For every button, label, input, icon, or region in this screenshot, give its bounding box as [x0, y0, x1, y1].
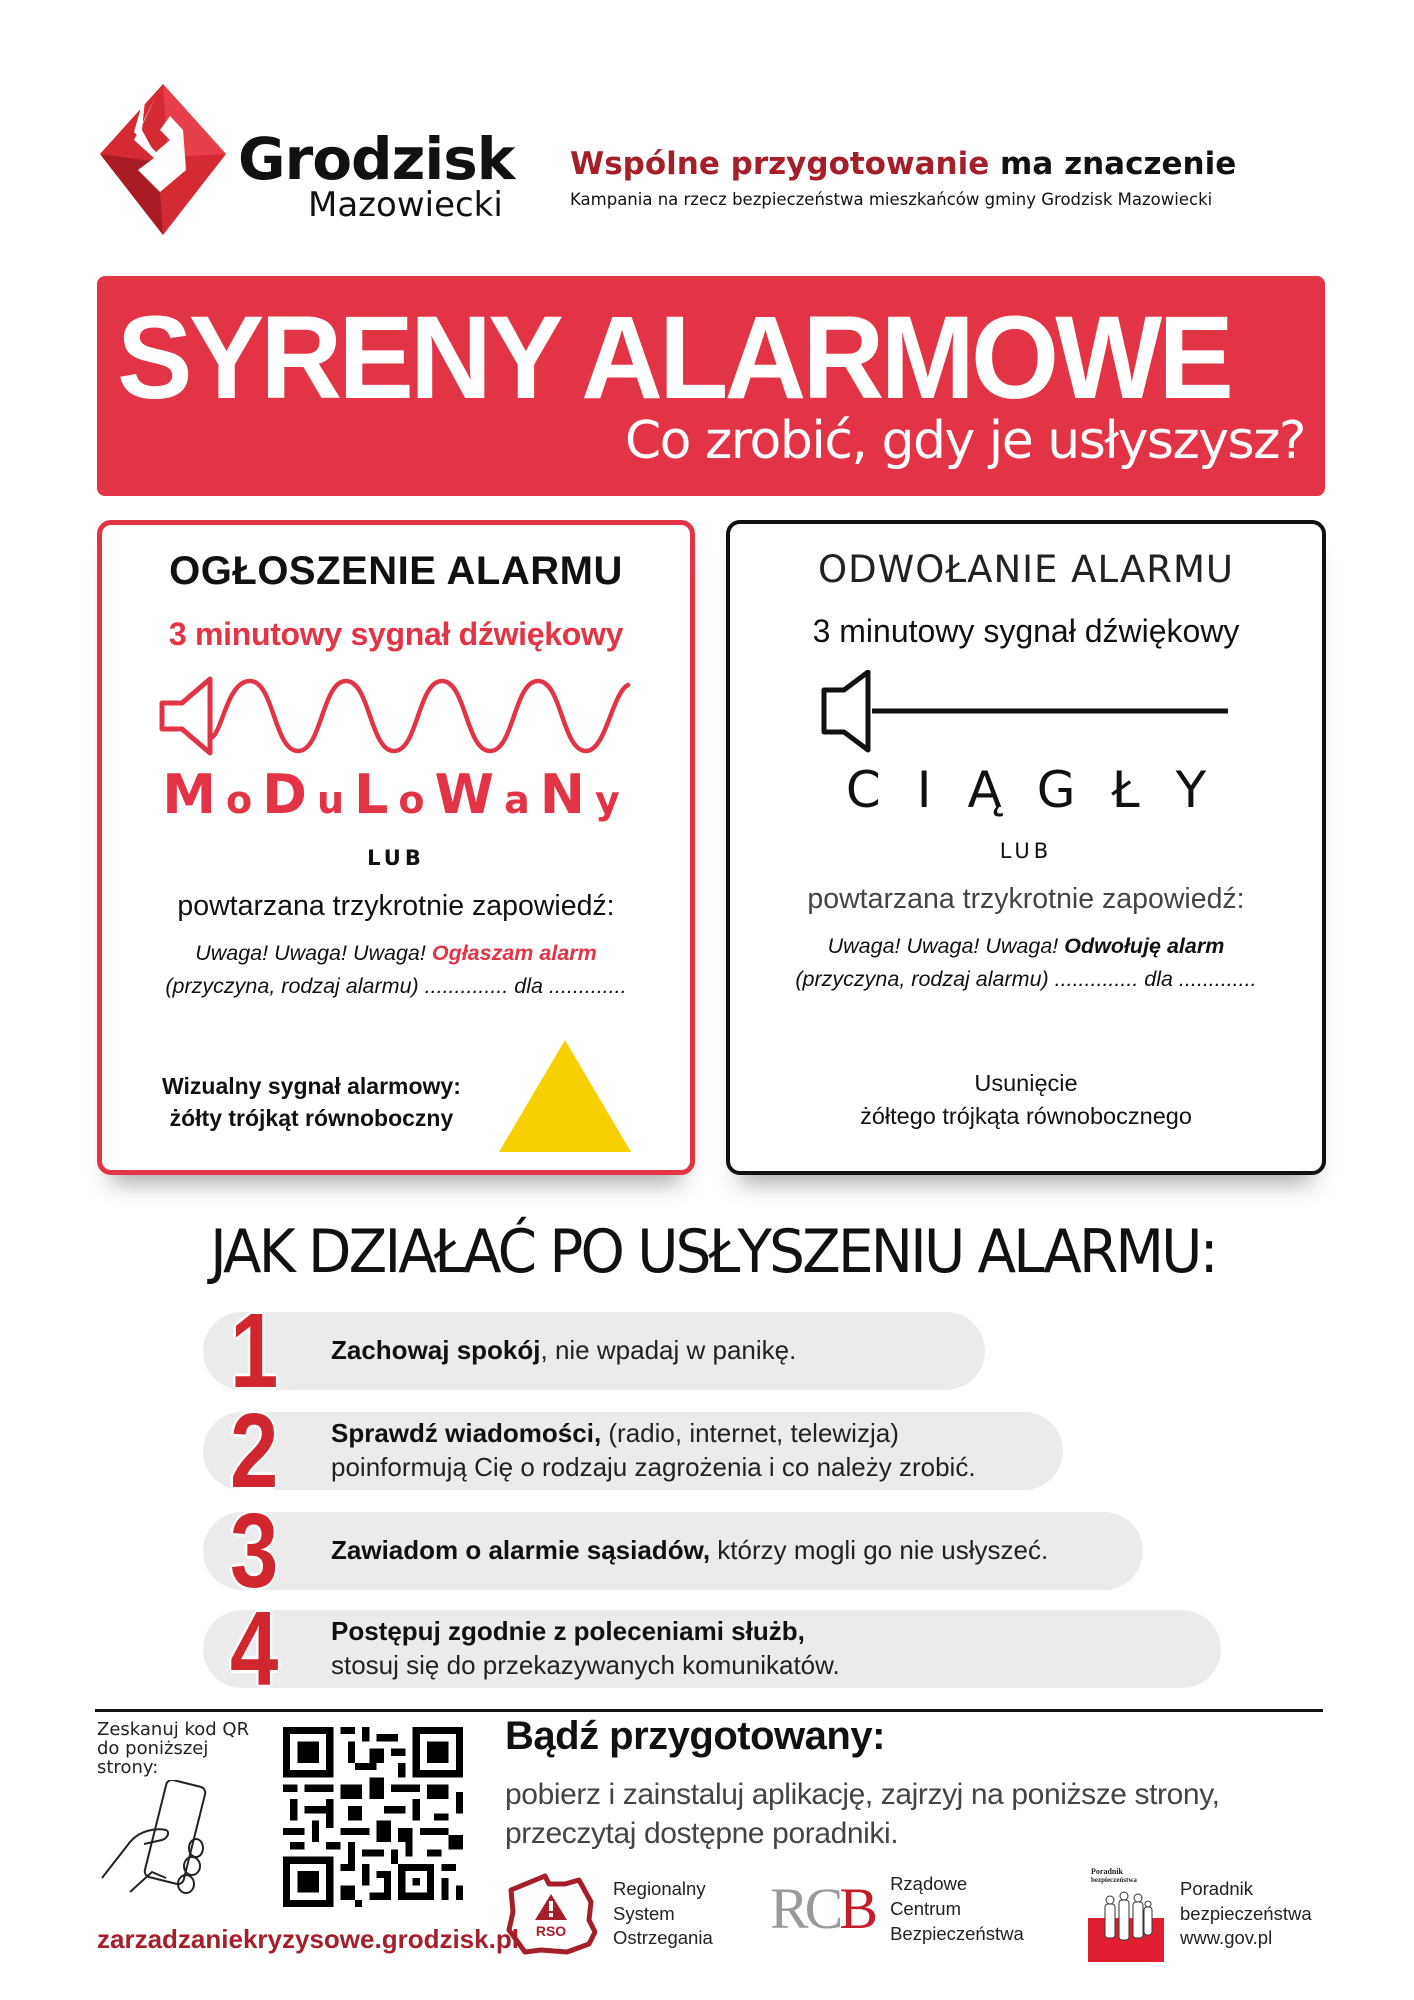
step-number: 3 — [230, 1492, 279, 1610]
kind-letter: W — [434, 763, 505, 826]
partner-line: Centrum — [890, 1897, 962, 1919]
yellow-triangle-icon — [497, 1038, 633, 1154]
guide-cover-subtitle: bezpieczeństwa — [1091, 1876, 1137, 1884]
alarm-announcement-card — [97, 520, 695, 1175]
partner-guide-text — [1180, 1877, 1312, 1952]
announcement-quote — [730, 930, 1322, 997]
partner-guide[interactable] — [1088, 1866, 1312, 1962]
prepare-heading: Bądź przygotowany: — [505, 1714, 885, 1758]
kind-letter: M — [162, 763, 226, 826]
continuous-siren-icon — [818, 670, 1238, 756]
removal-line2: żółtego trójkąta równobocznego — [860, 1102, 1192, 1129]
kind-letter: u — [316, 778, 354, 822]
signal-type-modulated — [102, 763, 690, 826]
step-text-bold: Postępuj zgodnie z poleceniami służb, — [331, 1616, 805, 1646]
campaign-slogan — [570, 146, 1310, 182]
qr-instruction — [97, 1721, 249, 1778]
prepare-description — [505, 1775, 1220, 1853]
hand-phone-icon — [100, 1780, 220, 1900]
rcb-logo — [770, 1876, 875, 1942]
visual-signal-text — [162, 1070, 461, 1134]
campaign-slogan-highlight: Wspólne przygotowanie — [570, 146, 990, 182]
website-link[interactable]: zarzadzaniekryzysowe.grodzisk.pl — [97, 1924, 519, 1954]
step-item — [203, 1392, 1063, 1510]
qr-code[interactable] — [283, 1727, 463, 1907]
grodzisk-logo-icon — [98, 82, 228, 237]
partner-line: bezpieczeństwa — [1180, 1902, 1312, 1924]
quote-prefix: Uwaga! Uwaga! Uwaga! — [827, 933, 1065, 958]
step-item — [203, 1292, 985, 1410]
quote-action: Odwołuję alarm — [1064, 933, 1225, 958]
step-text — [331, 1417, 976, 1485]
steps-heading: JAK DZIAŁAĆ PO USŁYSZENIU ALARMU: — [210, 1217, 1216, 1287]
partner-line: Ostrzegania — [613, 1927, 713, 1949]
page-subtitle: Co zrobić, gdy je usłyszysz? — [624, 411, 1305, 471]
step-text-rest: (radio, internet, telewizja) — [601, 1418, 899, 1448]
partner-rcb-text — [890, 1872, 1024, 1947]
step-text-bold: Sprawdź wiadomości, — [331, 1418, 602, 1448]
rcb-logo-red: B — [839, 1876, 875, 1942]
visual-signal-line2: żółty trójkąt równoboczny — [169, 1105, 454, 1132]
page-title: SYRENY ALARMOWE — [117, 292, 1231, 424]
signal-duration: 3 minutowy sygnał dźwiękowy — [168, 616, 624, 652]
rso-icon — [505, 1872, 597, 1956]
signal-type-continuous: CIĄGŁY — [845, 761, 1243, 819]
quote-line2: (przyczyna, rodzaj alarmu) .............. dla ............. — [165, 974, 627, 998]
kind-letter: y — [594, 778, 630, 822]
announcement-quote — [102, 937, 690, 1004]
partner-rso-text — [613, 1877, 713, 1952]
quote-line2: (przyczyna, rodzaj alarmu) .............. dla ............. — [795, 966, 1257, 991]
partner-rcb[interactable] — [770, 1872, 1024, 1947]
partner-line: Rządowe — [890, 1873, 968, 1894]
step-text — [331, 1615, 840, 1683]
rcb-logo-gray: RC — [770, 1876, 840, 1942]
step-text — [331, 1334, 796, 1368]
brand-subname: Mazowiecki — [308, 185, 503, 225]
kind-letter: o — [226, 778, 263, 822]
step-text — [331, 1534, 1048, 1568]
qr-instruction-line1: Zeskanuj kod QR — [97, 1719, 250, 1740]
visual-signal-line1: Wizualny sygnał alarmowy: — [162, 1073, 461, 1099]
kind-letter: D — [262, 763, 317, 826]
modulated-siren-icon — [156, 673, 636, 759]
qr-instruction-line2: do poniższej — [97, 1737, 209, 1759]
visual-signal-removal — [730, 1067, 1322, 1133]
announcement-intro: powtarzana trzykrotnie zapowiedź: — [807, 882, 1245, 915]
footer-divider — [95, 1709, 1323, 1712]
title-banner — [97, 276, 1325, 496]
step-number: 4 — [230, 1590, 279, 1708]
step-text-rest: którzy mogli go nie usłyszeć. — [710, 1535, 1049, 1565]
campaign-header — [570, 146, 1310, 209]
kind-letter: o — [398, 778, 435, 822]
announcement-intro: powtarzana trzykrotnie zapowiedź: — [177, 889, 615, 922]
alarm-cancellation-card — [726, 520, 1326, 1175]
card-heading: ODWOŁANIE ALARMU — [818, 548, 1234, 591]
step-text-line2: poinformują Cię o rodzaju zagrożenia i co należy zrobić. — [331, 1451, 976, 1482]
step-text-rest: , nie wpadaj w panikę. — [540, 1335, 797, 1365]
partner-line: Poradnik — [1180, 1877, 1254, 1899]
prepare-line2: przeczytaj dostępne poradniki. — [505, 1817, 899, 1850]
or-separator: LUB — [999, 838, 1053, 863]
campaign-subtitle: Kampania na rzecz bezpieczeństwa mieszkańców gminy Grodzisk Mazowiecki — [570, 190, 1213, 209]
quote-prefix: Uwaga! Uwaga! Uwaga! — [195, 940, 432, 965]
step-number: 2 — [230, 1392, 279, 1510]
removal-line1: Usunięcie — [974, 1070, 1078, 1096]
or-separator: LUB — [367, 845, 425, 870]
step-number: 1 — [230, 1292, 279, 1410]
kind-letter: a — [504, 778, 540, 822]
rso-badge-text: RSO — [535, 1923, 567, 1939]
partner-line: Bezpieczeństwa — [890, 1922, 1024, 1944]
guide-cover-title: Poradnik — [1091, 1867, 1124, 1876]
partner-line: Regionalny — [613, 1877, 706, 1899]
prepare-line1: pobierz i zainstaluj aplikację, zajrzyj na poniższe strony, — [505, 1778, 1220, 1811]
brand-wordmark — [238, 125, 515, 225]
partner-line: www.gov.pl — [1180, 1927, 1273, 1949]
qr-instruction-line3: strony: — [97, 1756, 159, 1778]
partner-line: System — [613, 1902, 675, 1924]
step-text-line2: stosuj się do przekazywanych komunikatów. — [331, 1649, 840, 1680]
step-text-bold: Zawiadom o alarmie sąsiadów, — [331, 1535, 711, 1565]
partner-rso[interactable] — [505, 1872, 713, 1956]
brand-name: Grodzisk — [238, 125, 515, 193]
step-item — [203, 1590, 1221, 1708]
signal-duration: 3 minutowy sygnał dźwiękowy — [812, 613, 1240, 649]
step-item — [203, 1492, 1143, 1610]
card-heading: OGŁOSZENIE ALARMU — [169, 549, 623, 593]
step-text-bold: Zachowaj spokój — [331, 1335, 541, 1365]
kind-letter: L — [354, 763, 399, 826]
kind-letter: N — [539, 763, 595, 826]
quote-action: Ogłaszam alarm — [431, 940, 597, 965]
guide-cover-icon — [1088, 1866, 1164, 1962]
campaign-slogan-rest: ma znaczenie — [989, 146, 1237, 182]
